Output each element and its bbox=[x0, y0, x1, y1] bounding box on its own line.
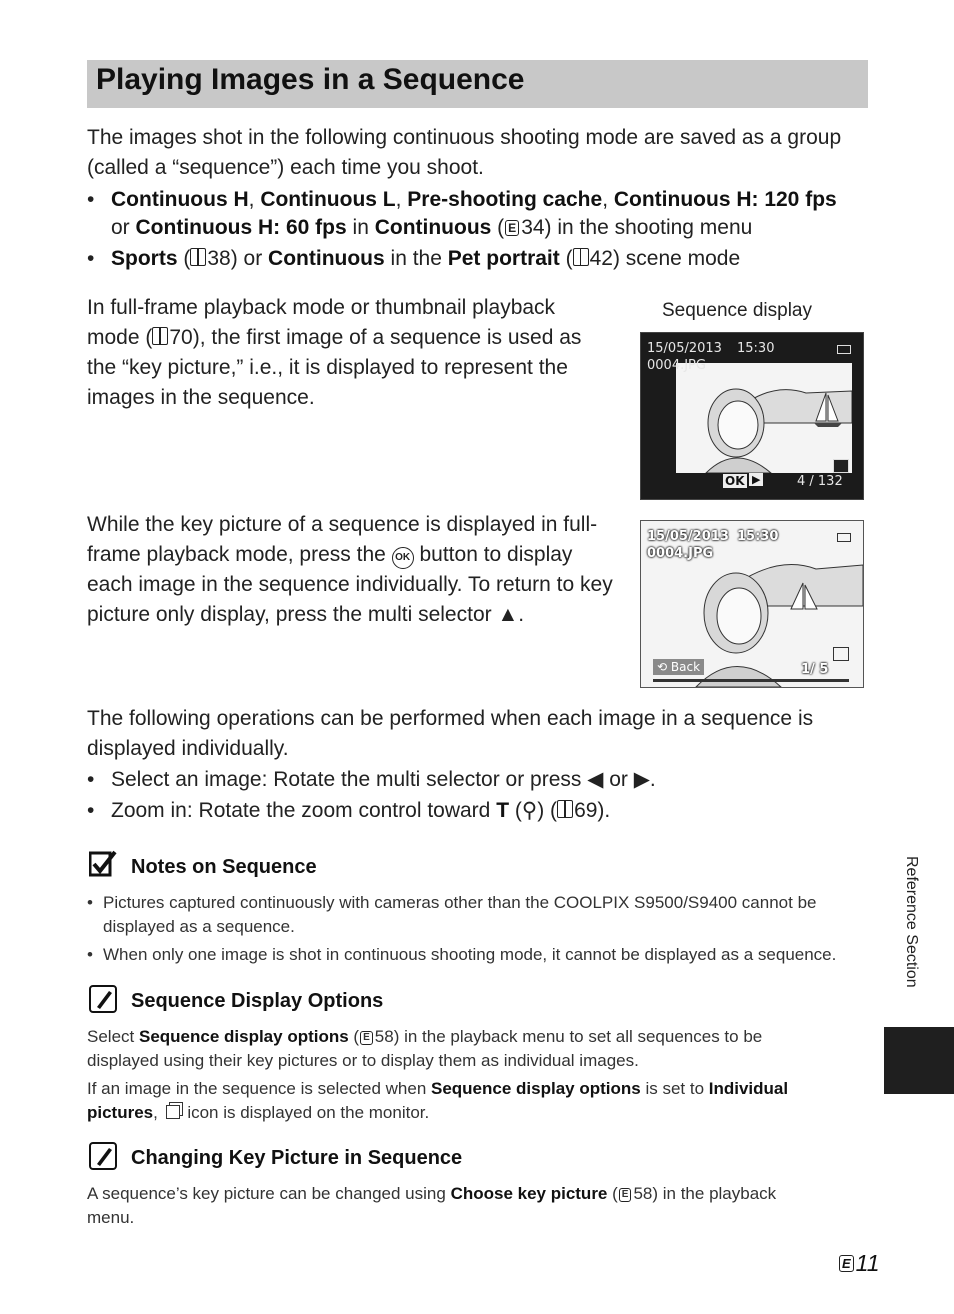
para-line: In full-frame playback mode or thumbnail playback bbox=[87, 296, 556, 319]
para-line bbox=[87, 323, 617, 353]
setting-value: Individual bbox=[708, 1079, 789, 1098]
bullet-text: Select an image: Rotate the multi selector or press ◀ or ▶. bbox=[111, 768, 656, 791]
mode-sports: Sports bbox=[111, 247, 178, 270]
para-line: displayed individually. bbox=[87, 737, 289, 760]
mode-continuous-h-120: Continuous H: 120 fps bbox=[613, 188, 837, 211]
text: ). bbox=[597, 799, 611, 822]
play-icon: ▶ bbox=[749, 473, 763, 486]
para-line: images in the sequence. bbox=[87, 386, 315, 409]
text: Select bbox=[87, 1027, 139, 1046]
menu-option-name: Sequence display options bbox=[138, 1027, 349, 1046]
mode-continuous-h-60: Continuous H: 60 fps bbox=[135, 216, 347, 239]
text: in the bbox=[384, 247, 448, 270]
text: ) scene mode bbox=[612, 247, 741, 270]
menu-option-name: Choose key picture bbox=[450, 1184, 608, 1203]
note-item-1 bbox=[87, 891, 887, 939]
text: ( bbox=[491, 216, 505, 239]
ref-page: 38 bbox=[207, 247, 231, 270]
text: , bbox=[153, 1103, 163, 1122]
bullet-text bbox=[111, 796, 610, 826]
text: ( bbox=[559, 247, 573, 270]
text: ) in the playback bbox=[652, 1184, 777, 1203]
mode-continuous: Continuous bbox=[374, 216, 492, 239]
sep: , bbox=[602, 188, 614, 211]
check-note-icon bbox=[89, 850, 117, 878]
note-line: displayed as a sequence. bbox=[103, 917, 295, 936]
section-tab bbox=[884, 1027, 954, 1094]
para-line: each image in the sequence individually. To return to key bbox=[87, 573, 613, 596]
para-line: picture only display, press the multi selector ▲. bbox=[87, 603, 525, 626]
mode-pre-shooting-cache: Pre-shooting cache bbox=[407, 188, 603, 211]
e-reference-icon: E bbox=[505, 220, 519, 236]
back-guide bbox=[653, 659, 704, 675]
ok-button-icon: OK bbox=[392, 547, 414, 569]
ref-page: 58 bbox=[633, 1184, 653, 1203]
title-bar bbox=[87, 60, 868, 108]
note-line: When only one image is shot in continuous shooting mode, it cannot be displayed as a sequence. bbox=[103, 945, 837, 964]
key-picture-paragraph bbox=[87, 293, 617, 413]
camera-screen-individual bbox=[640, 520, 864, 688]
sequence-icon bbox=[166, 1105, 180, 1119]
intro-line-1: The images shot in the following continuous shooting mode are saved as a group bbox=[87, 126, 842, 149]
bullet-dot: • bbox=[87, 799, 95, 822]
page-title: Playing Images in a Sequence bbox=[96, 63, 525, 96]
mode-continuous-h: Continuous H bbox=[111, 188, 249, 211]
image-size-icon bbox=[833, 647, 849, 661]
bullet-dot: • bbox=[87, 893, 93, 912]
para-line: the “key picture,” i.e., it is displayed to represent the bbox=[87, 356, 568, 379]
text: A sequence’s key picture can be changed using bbox=[87, 1184, 451, 1203]
text: ( bbox=[509, 799, 522, 822]
screen-time: 15:30 bbox=[737, 529, 779, 544]
menu-option-name: Sequence display options bbox=[431, 1079, 641, 1098]
text: ( bbox=[177, 247, 191, 270]
magnify-icon: ⚲ bbox=[521, 799, 538, 822]
text: If an image in the sequence is selected when bbox=[87, 1079, 431, 1098]
key-picture-text bbox=[87, 1182, 887, 1230]
intro-line-2: (called a “sequence”) each time you shoot. bbox=[87, 156, 484, 179]
para-line: While the key picture of a sequence is displayed in full- bbox=[87, 513, 598, 536]
sample-photo bbox=[676, 363, 852, 473]
text: ) in the shooting menu bbox=[544, 216, 753, 239]
sep: , bbox=[395, 188, 408, 211]
screen-time: 15:30 bbox=[737, 341, 775, 356]
text: ( bbox=[348, 1027, 360, 1046]
text: ), the first image of a sequence is used as bbox=[192, 326, 582, 349]
text: icon is displayed on the monitor. bbox=[182, 1103, 430, 1122]
para-line: The following operations can be performed when each image in a sequence is bbox=[87, 707, 814, 730]
individual-display-paragraph bbox=[87, 510, 632, 630]
screen-date: 15/05/2013 bbox=[647, 529, 729, 544]
note-line: Pictures captured continuously with cameras other than the COOLPIX S9500/S9400 cannot be bbox=[103, 893, 817, 912]
battery-icon bbox=[837, 345, 851, 354]
page-number-value: 11 bbox=[855, 1250, 880, 1276]
text: ( bbox=[607, 1184, 618, 1203]
page-number bbox=[838, 1250, 880, 1277]
book-icon bbox=[152, 327, 168, 345]
camera-screen-sequence bbox=[640, 332, 864, 500]
ref-page: 58 bbox=[374, 1027, 394, 1046]
screen-date: 15/05/2013 bbox=[647, 341, 722, 356]
section-label: Reference Section bbox=[903, 856, 920, 988]
page-prefix-icon: E bbox=[839, 1255, 854, 1272]
text: button to display bbox=[413, 543, 573, 566]
book-icon bbox=[573, 248, 589, 266]
mode-continuous: Continuous bbox=[268, 247, 385, 270]
ref-page: 70 bbox=[169, 326, 193, 349]
ref-page: 42 bbox=[589, 247, 613, 270]
setting-value: pictures bbox=[87, 1103, 154, 1122]
operations-paragraph bbox=[87, 704, 877, 764]
intro-paragraph bbox=[87, 123, 877, 183]
rotate-icon: ⟲ bbox=[657, 660, 668, 674]
portrait-illustration bbox=[676, 363, 852, 473]
mode-pet-portrait: Pet portrait bbox=[447, 247, 560, 270]
operation-bullet-1 bbox=[87, 765, 877, 795]
operation-bullet-2 bbox=[87, 796, 877, 826]
frame-counter: 4 / 132 bbox=[797, 474, 843, 489]
note-line: menu. bbox=[87, 1208, 135, 1227]
note-line bbox=[87, 1182, 887, 1206]
ok-button-icon: OK bbox=[725, 474, 745, 488]
text: ) in the playback menu to set all sequences to be bbox=[393, 1027, 763, 1046]
sequence-options-text bbox=[87, 1025, 887, 1125]
back-label: Back bbox=[670, 660, 701, 674]
key-picture-heading: Changing Key Picture in Sequence bbox=[131, 1147, 463, 1169]
e-reference-icon: E bbox=[360, 1031, 373, 1045]
text: in bbox=[346, 216, 375, 239]
text: Zoom in: Rotate the zoom control toward bbox=[111, 799, 497, 822]
sequence-options-heading: Sequence Display Options bbox=[131, 990, 384, 1012]
bullet-dot: • bbox=[87, 188, 95, 211]
text: mode ( bbox=[87, 326, 153, 349]
mode-continuous-l: Continuous L bbox=[260, 188, 396, 211]
mode-bullet-1 bbox=[87, 185, 877, 245]
note-item-2 bbox=[87, 943, 887, 967]
bullet-dot: • bbox=[87, 247, 95, 270]
note-line bbox=[87, 1077, 887, 1101]
para-line bbox=[87, 540, 632, 570]
tele-symbol: T bbox=[496, 799, 510, 822]
notes-heading: Notes on Sequence bbox=[131, 856, 317, 878]
ref-page: 69 bbox=[574, 799, 598, 822]
frame-counter: 1/ 5 bbox=[801, 662, 829, 677]
mode-bullet-2 bbox=[87, 244, 877, 274]
e-reference-icon: E bbox=[619, 1188, 632, 1202]
bullet-dot: • bbox=[87, 768, 95, 791]
screen-filename: 0004.JPG bbox=[647, 546, 714, 561]
image-size-icon bbox=[833, 459, 849, 473]
screen-filename: 0004.JPG bbox=[647, 358, 706, 373]
sequence-display-caption: Sequence display bbox=[662, 300, 812, 321]
note-line bbox=[87, 1025, 887, 1049]
text: ) ( bbox=[537, 799, 558, 822]
bullet-dot: • bbox=[87, 945, 93, 964]
text: frame playback mode, press the bbox=[87, 543, 392, 566]
book-icon bbox=[557, 800, 573, 818]
text: ) or bbox=[230, 247, 269, 270]
sep: , bbox=[248, 188, 261, 211]
battery-icon bbox=[837, 533, 851, 542]
note-line bbox=[87, 1101, 887, 1125]
pencil-note-icon bbox=[89, 985, 117, 1013]
note-line: displayed using their key pictures or to display them as individual images. bbox=[87, 1051, 639, 1070]
text: or bbox=[111, 216, 136, 239]
pencil-note-icon bbox=[89, 1142, 117, 1170]
book-icon bbox=[190, 248, 206, 266]
text: is set to bbox=[640, 1079, 709, 1098]
ref-page: 34 bbox=[521, 216, 545, 239]
